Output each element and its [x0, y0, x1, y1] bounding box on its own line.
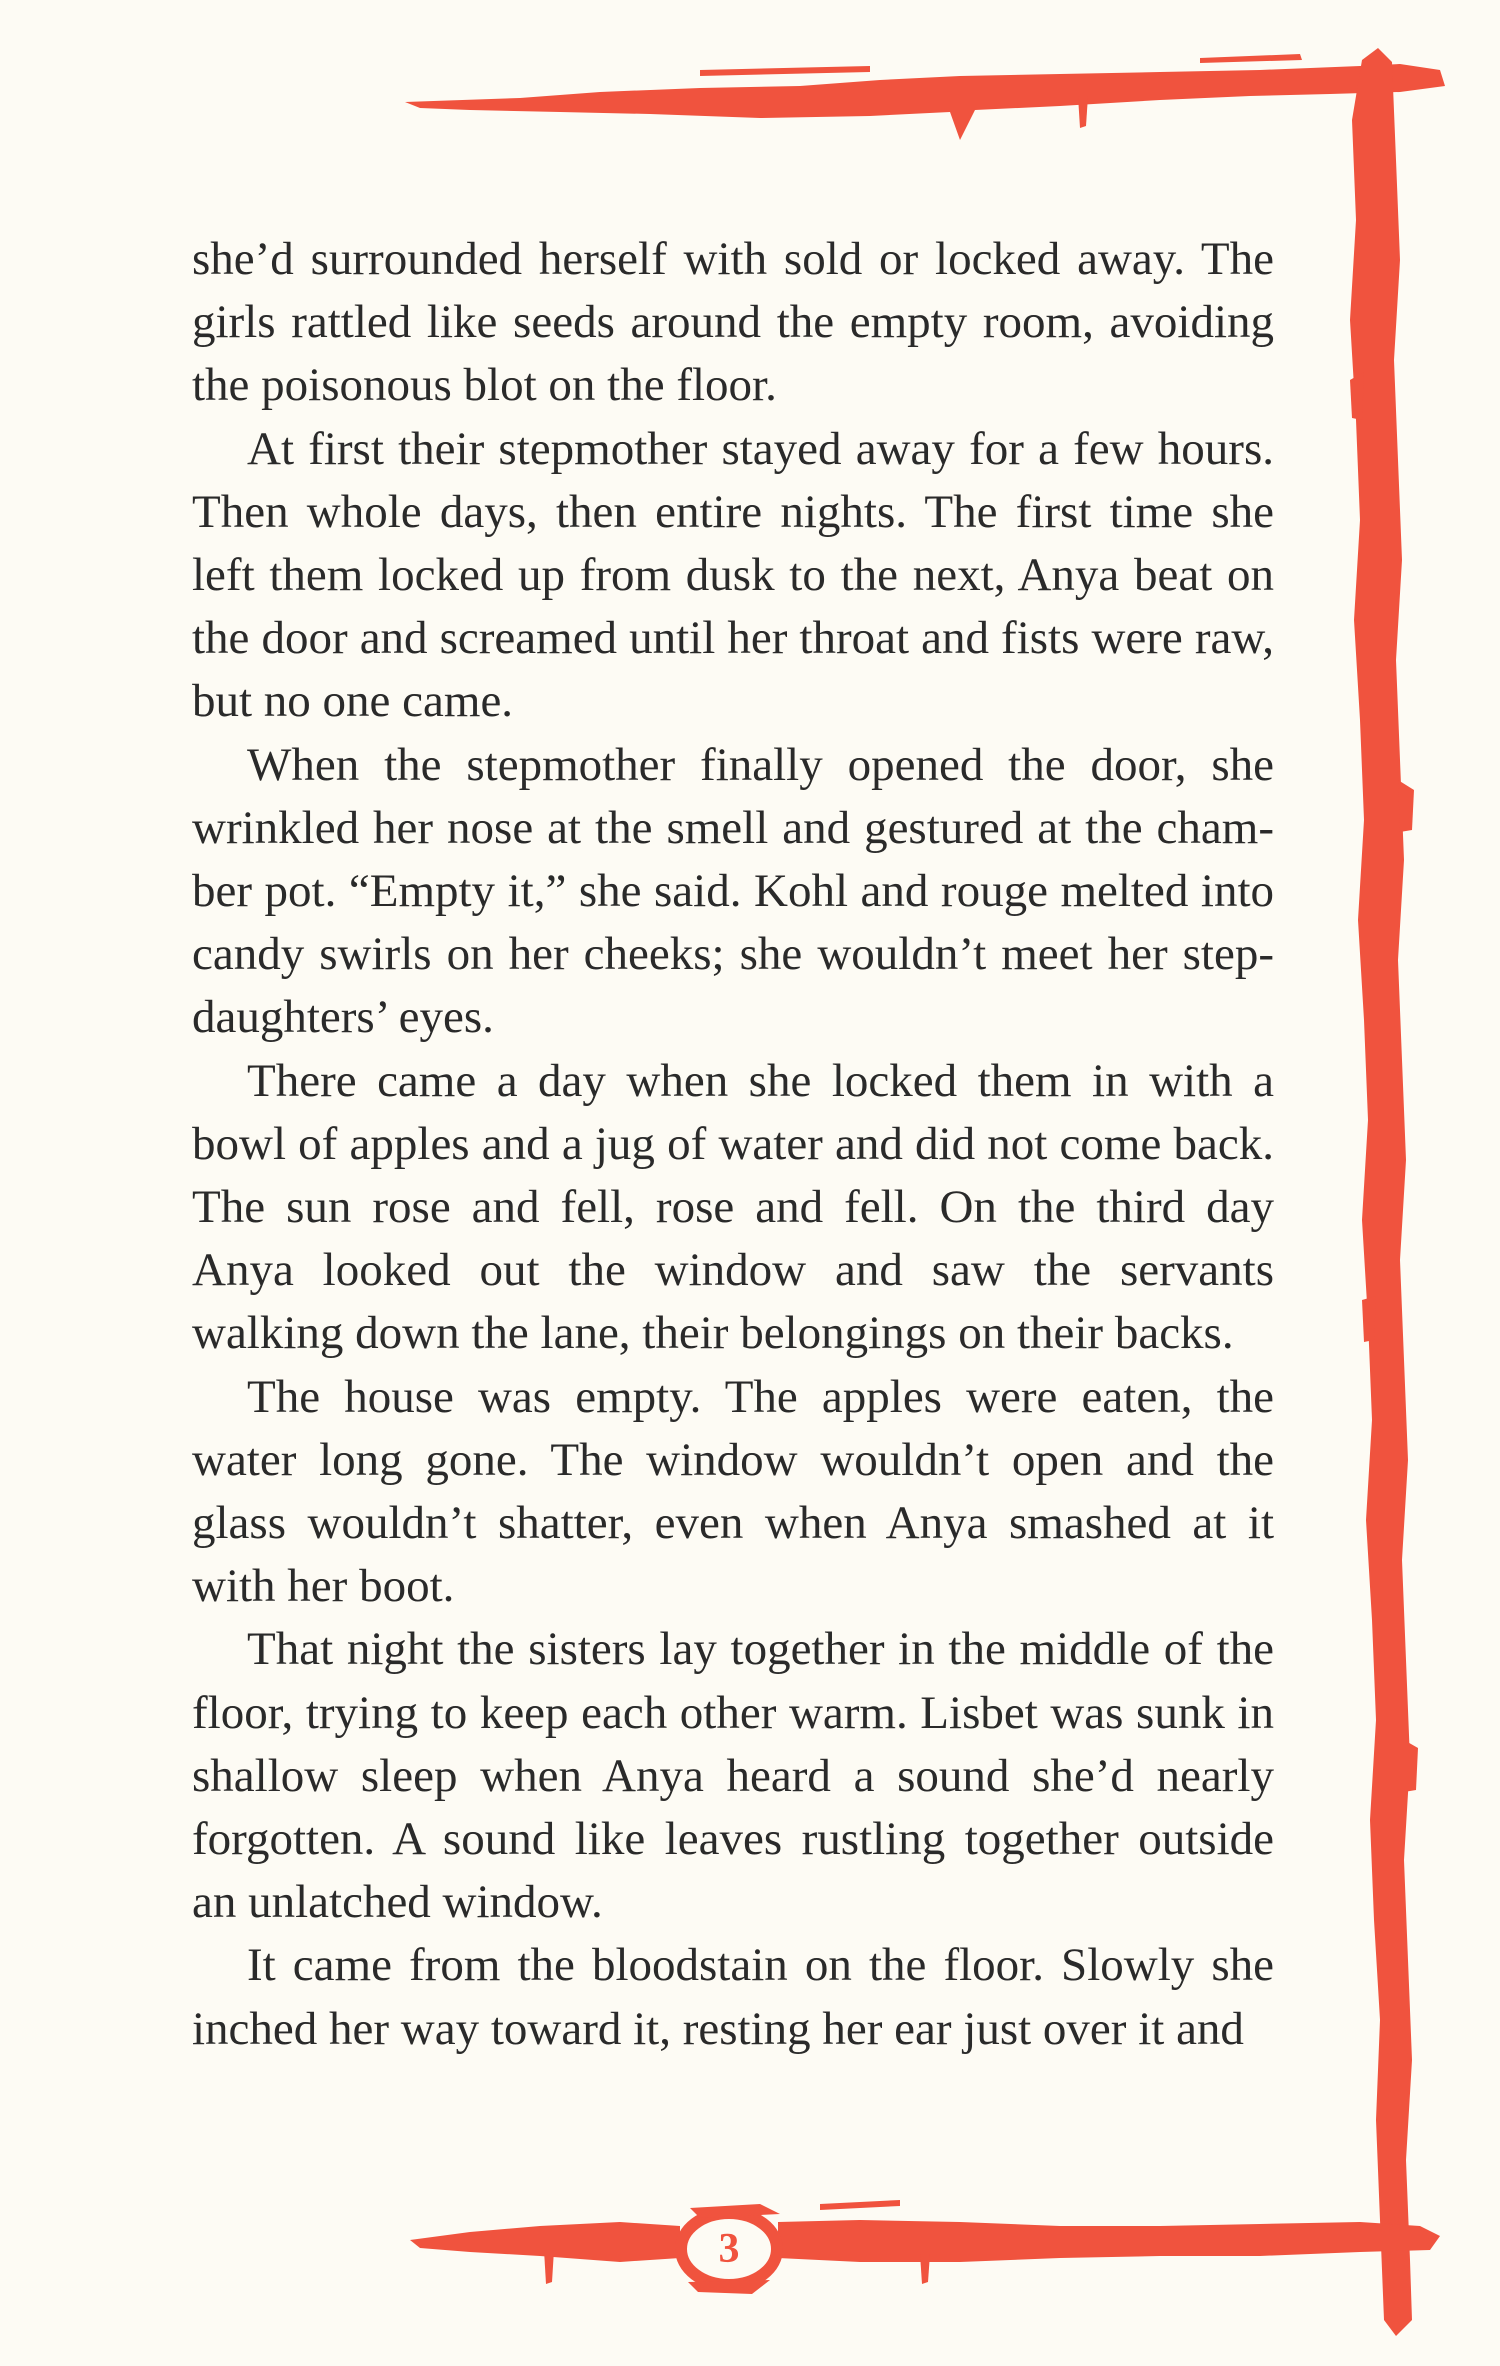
- right-brush-nub-2: [1398, 780, 1414, 832]
- bottom-brush-streak: [820, 2200, 900, 2210]
- paragraph-6: That night the sisters lay together in the middle of the floor, trying to keep each other warm. Lisbet was sunk in shallow sleep when Anya heard a sound she’d nearly forgotten. A sound like leaves rustling together outside an unlatched window.: [192, 1623, 1274, 1929]
- page-number: 3: [718, 2226, 740, 2272]
- body-text: [192, 228, 1274, 2061]
- top-brush-streak: [700, 66, 870, 76]
- paragraph-7: It came from the bloodstain on the floor. Slowly she inched her way toward it, resting her ear just over it and: [192, 1939, 1274, 2055]
- top-left-speck: [1200, 54, 1302, 63]
- bottom-brush-drip-right: [920, 2254, 930, 2284]
- paragraph-4: There came a day when she locked them in with a bowl of apples and a jug of water and did not come back. The sun rose and fell, rose and fell. On the third day Anya looked out the window and saw the servants walking down the lane, their belongings on their backs.: [192, 1054, 1274, 1360]
- page-number-ring-splash-top: [690, 2204, 780, 2218]
- paragraph-5: The house was empty. The apples were eaten, the water long gone. The window wouldn’t open and the glass wouldn’t shatter, even when Anya smashed at it with her boot.: [192, 1370, 1274, 1613]
- bottom-brush-right: [778, 2220, 1440, 2262]
- right-brush-nub-4: [1404, 1740, 1418, 1792]
- right-brush-nub-3: [1362, 1296, 1376, 1342]
- bottom-brush-drip-left: [544, 2250, 554, 2284]
- paragraph-3: When the stepmother finally opened the door, she wrinkled her nose at the smell and gestured at the chamber pot. “Empty it,” she said. Kohl and rouge melted into candy swirls on her cheeks; she wouldn’t meet her stepdaughters’ eyes.: [192, 738, 1274, 1044]
- top-brush-drip: [1078, 96, 1088, 128]
- page-number-ring-splash-bottom: [688, 2280, 770, 2294]
- right-brush-nub-1: [1350, 372, 1364, 420]
- top-brush-stroke: [405, 64, 1445, 140]
- paragraph-1: she’d surrounded herself with sold or locked away. The girls rattled like seeds around the empty room, avoiding the poisonous blot on the floor.: [192, 233, 1274, 412]
- paragraph-2: At first their stepmother stayed away for a few hours. Then whole days, then entire nights. The first time she left them locked up from dusk to the next, Anya beat on the door and screamed until her throat and fists were raw, but no one came.: [192, 422, 1274, 728]
